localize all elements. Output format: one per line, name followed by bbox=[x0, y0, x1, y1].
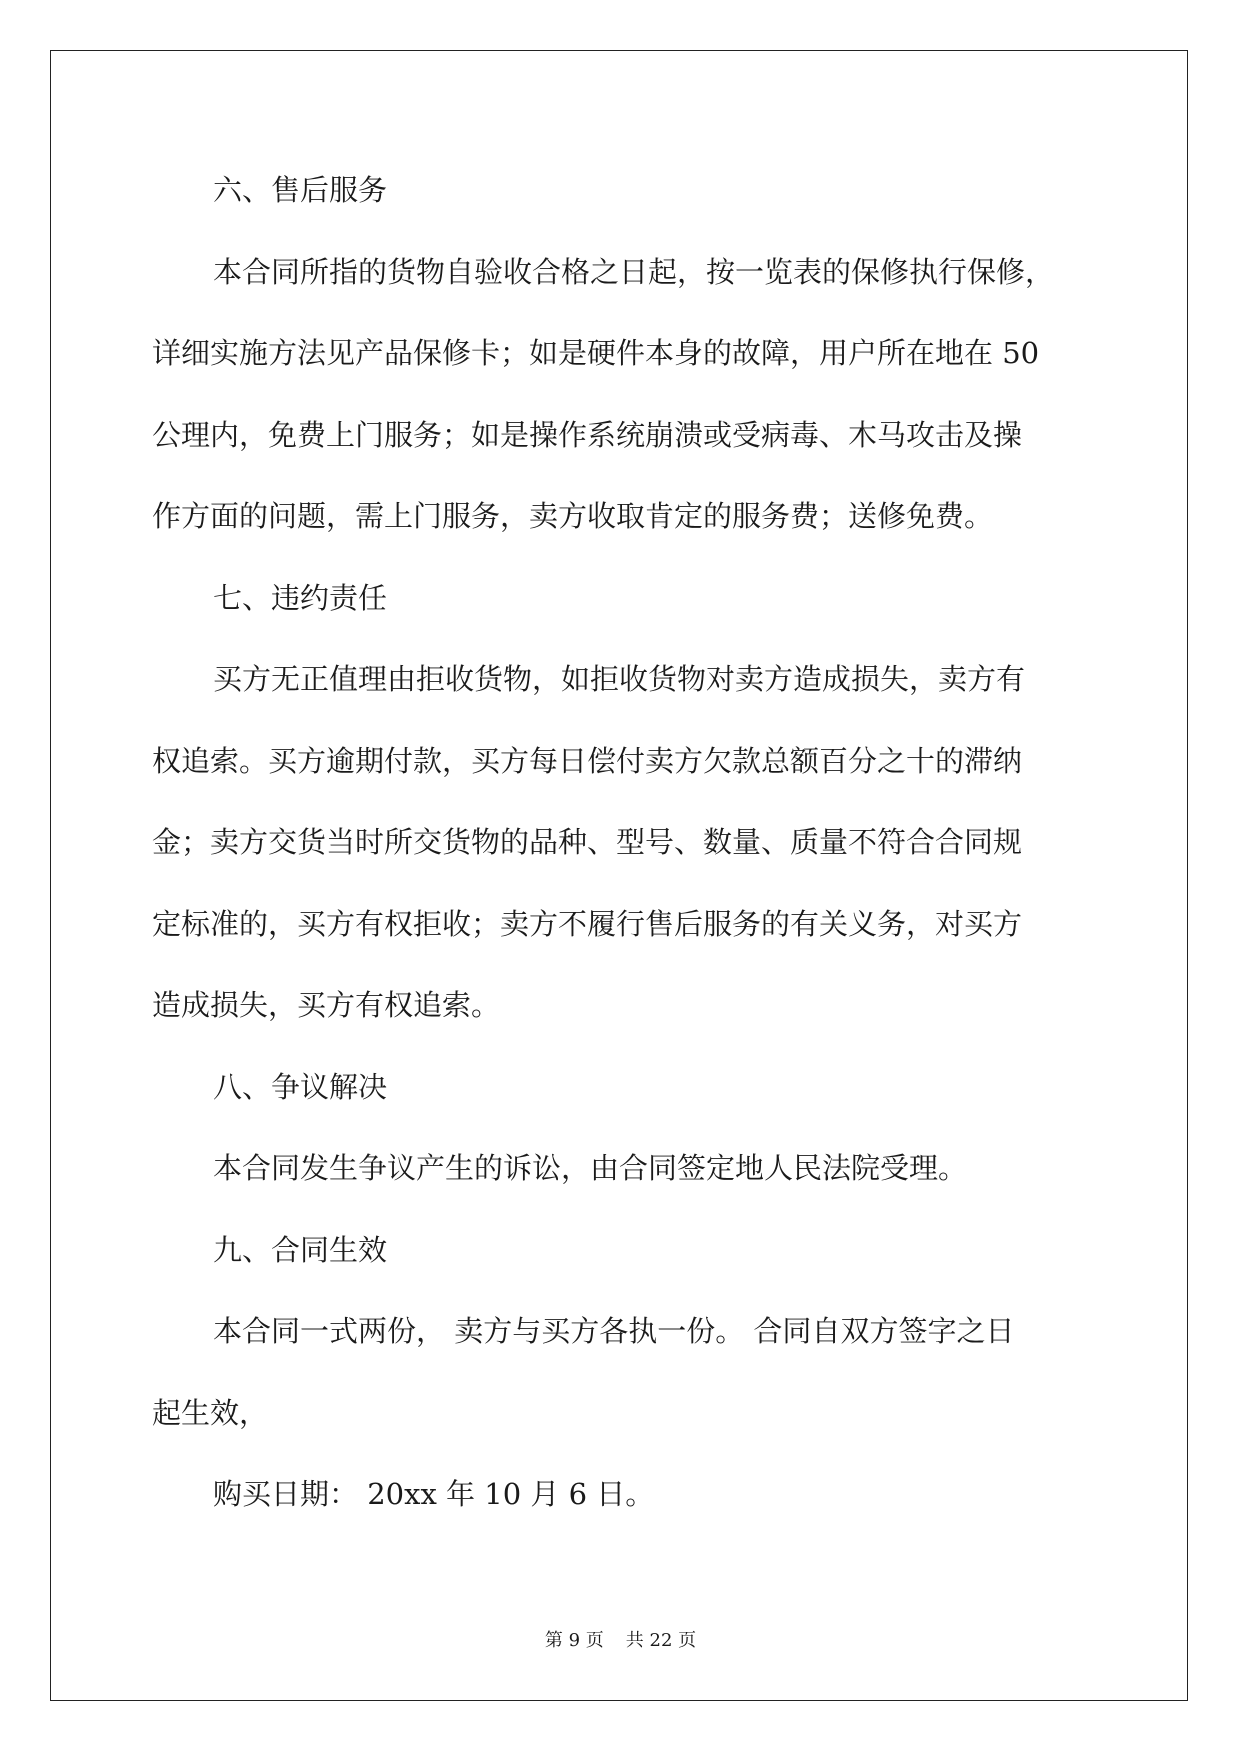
paragraph-line: 公理内，免费上门服务；如是操作系统崩溃或受病毒、木马攻击及操 bbox=[152, 417, 1023, 452]
page-footer bbox=[0, 1629, 1241, 1653]
document-body bbox=[152, 160, 1100, 1546]
section-heading-breach: 七、违约责任 bbox=[213, 580, 388, 615]
paragraph-line: 造成损失，买方有权追索。 bbox=[152, 988, 501, 1022]
paragraph-line: 本合同一式两份， 卖方与买方各执一份。 合同自双方签字之日 bbox=[213, 1314, 1015, 1348]
paragraph-line: 本合同发生争议产生的诉讼，由合同签定地人民法院受理。 bbox=[213, 1151, 968, 1185]
paragraph-line: 本合同所指的货物自验收合格之日起，按一览表的保修执行保修， bbox=[213, 254, 1055, 289]
page-number: 第 9 页 bbox=[544, 1630, 604, 1651]
paragraph-line: 作方面的问题，需上门服务，卖方收取肯定的服务费；送修免费。 bbox=[152, 499, 994, 533]
paragraph-line: 定标准的，买方有权拒收；卖方不履行售后服务的有关义务，对买方 bbox=[152, 906, 1023, 941]
paragraph-line: 详细实施方法见产品保修卡；如是硬件本身的故障，用户所在地在 50 bbox=[152, 336, 1040, 370]
section-heading-after-sales: 六、售后服务 bbox=[213, 173, 388, 207]
paragraph-line: 权追索。买方逾期付款，买方每日偿付卖方欠款总额百分之十的滞纳 bbox=[152, 743, 1023, 778]
section-heading-effect: 九、合同生效 bbox=[213, 1232, 388, 1267]
paragraph-line: 金；卖方交货当时所交货物的品种、型号、数量、质量不符合合同规 bbox=[152, 825, 1023, 859]
purchase-date-line: 购买日期： 20xx 年 10 月 6 日。 bbox=[213, 1477, 655, 1511]
page-total: 共 22 页 bbox=[625, 1630, 697, 1651]
section-heading-dispute: 八、争议解决 bbox=[213, 1069, 388, 1104]
paragraph-line: 买方无正值理由拒收货物，如拒收货物对卖方造成损失，卖方有 bbox=[213, 662, 1026, 696]
paragraph-line: 起生效， bbox=[152, 1395, 269, 1430]
